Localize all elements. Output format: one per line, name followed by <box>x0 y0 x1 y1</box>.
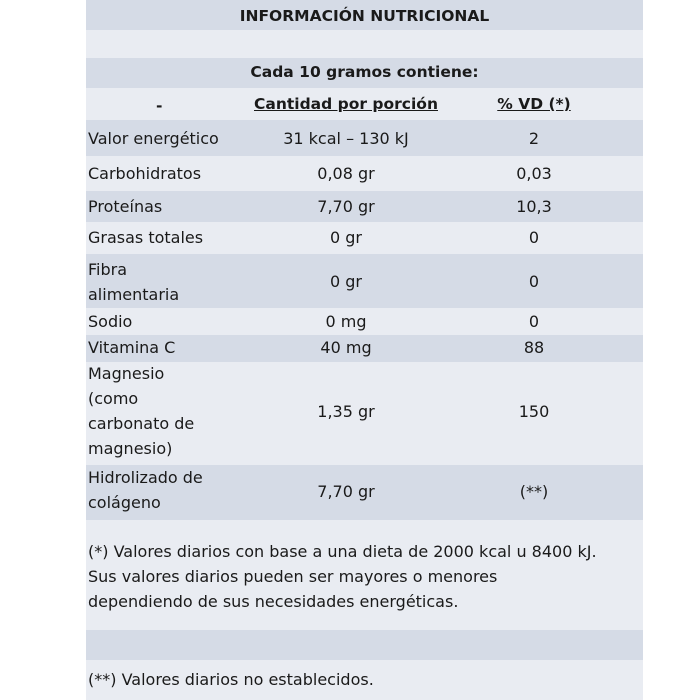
nutrient-amount: 31 kcal – 130 kJ <box>283 129 409 148</box>
nutrient-amount: 0 gr <box>330 272 362 291</box>
nutrient-name: (como <box>88 389 139 408</box>
nutrient-amount: 0 mg <box>325 312 367 331</box>
nutrient-vd: 2 <box>528 129 540 148</box>
footnote-no-established: (**) Valores diarios no establecidos. <box>88 670 374 689</box>
nutrient-name: alimentaria <box>88 285 180 304</box>
nutrient-name: Fibra <box>88 260 128 279</box>
nutrient-vd: 0 <box>528 312 540 331</box>
nutrient-amount: 0,08 gr <box>317 164 375 183</box>
nutrient-vd: 150 <box>518 402 550 421</box>
nutrient-name: Sodio <box>88 312 133 331</box>
nutrient-vd: 10,3 <box>516 197 552 216</box>
header-amount: Cantidad por porción <box>254 95 438 113</box>
nutrient-name: Proteínas <box>88 197 163 216</box>
nutrient-vd: (**) <box>519 482 549 501</box>
nutrient-name: magnesio) <box>88 439 173 458</box>
nutrient-amount: 1,35 gr <box>317 402 375 421</box>
nutrient-name: Hidrolizado de <box>88 468 203 487</box>
nutrient-amount: 0 gr <box>330 228 362 247</box>
nutrient-name: Vitamina C <box>88 338 176 357</box>
footnote-line: (*) Valores diarios con base a una dieta de 2000 kcal u 8400 kJ. <box>88 542 597 561</box>
nutrient-amount: 7,70 gr <box>317 197 375 216</box>
nutrient-name: Grasas totales <box>88 228 204 247</box>
nutrient-name: colágeno <box>88 493 161 512</box>
band <box>86 30 643 58</box>
header-vd: % VD (*) <box>497 95 571 113</box>
footnote-line: Sus valores diarios pueden ser mayores o menores <box>88 567 498 586</box>
nutrient-amount: 7,70 gr <box>317 482 375 501</box>
table-subtitle: Cada 10 gramos contiene: <box>250 63 479 81</box>
nutrient-name: Carbohidratos <box>88 164 202 183</box>
nutrient-amount: 40 mg <box>320 338 372 357</box>
band <box>86 630 643 660</box>
nutrient-vd: 0 <box>528 228 540 247</box>
header-dash: - <box>156 97 163 115</box>
nutrient-name: Magnesio <box>88 364 165 383</box>
nutrient-name: carbonato de <box>88 414 195 433</box>
nutrient-name: Valor energético <box>88 129 219 148</box>
footnote-line: dependiendo de sus necesidades energéticas. <box>88 592 459 611</box>
nutrient-vd: 88 <box>523 338 545 357</box>
nutrient-vd: 0 <box>528 272 540 291</box>
table-title: INFORMACIÓN NUTRICIONAL <box>239 7 490 25</box>
nutrient-vd: 0,03 <box>516 164 552 183</box>
nutrition-table <box>86 0 643 700</box>
